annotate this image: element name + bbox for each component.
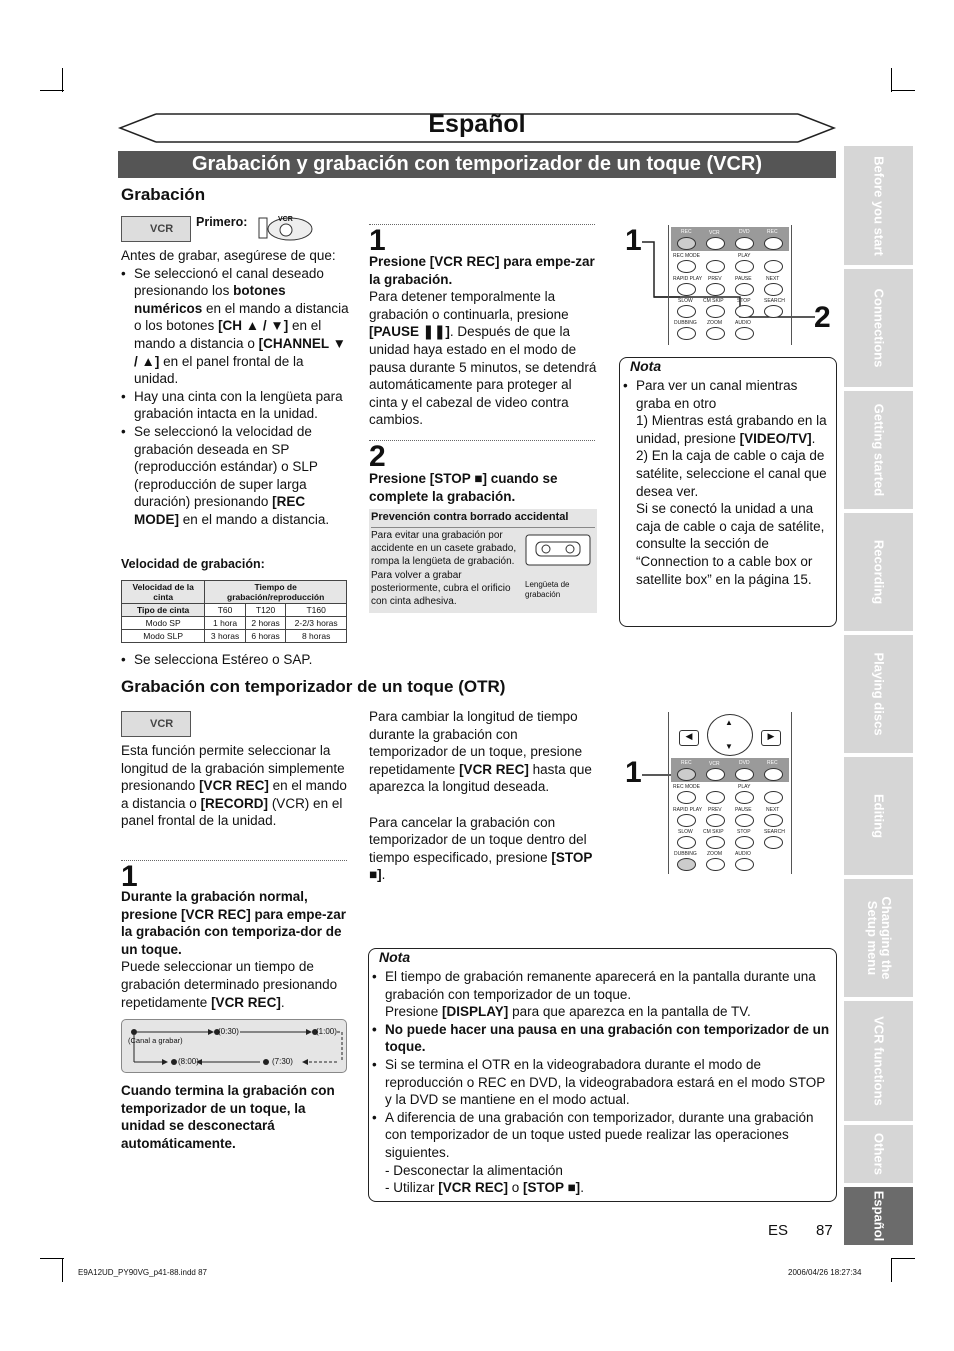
prev-button[interactable]	[706, 283, 725, 296]
nota-2-item: • No puede hacer una pausa en una grabación con temporizador de un toque.	[372, 1021, 830, 1056]
rec-step1	[369, 253, 597, 429]
dvd-rec-button[interactable]	[764, 768, 783, 781]
stop-button[interactable]	[735, 305, 754, 318]
tab-recording[interactable]: Recording	[844, 513, 913, 631]
zoom-button[interactable]	[706, 858, 725, 871]
nota-box-2	[368, 948, 837, 1202]
vcr-badge-label: VCR	[150, 223, 174, 235]
nota-1-content	[623, 377, 833, 588]
up-arrow-icon[interactable]: ▲	[725, 718, 733, 727]
vcr-button[interactable]	[706, 237, 725, 250]
remote-control-1: REC VCR DVD REC REC MODE PLAY RAPID PLAY PREV PAUSE NEXT SLOW CM SKIP STOP SEARCH DUBBING ZOOM AUDIO	[668, 225, 792, 345]
th-time: Tiempo de grabación/reproducción	[205, 581, 347, 604]
nota-2-item: - Desconectar la alimentación	[385, 1162, 563, 1178]
tab-vcr-functions[interactable]: VCR functions	[844, 1001, 913, 1121]
next-button[interactable]	[764, 283, 783, 296]
vcr-badge-label: VCR	[150, 718, 174, 730]
rec-bullet-2: • Hay una cinta con la lengüeta para grabación intacta en la unidad.	[121, 388, 351, 423]
page-lang: ES	[768, 1222, 789, 1239]
fast-forward-button[interactable]	[764, 260, 783, 273]
prevention-box	[369, 509, 597, 613]
th-col: T120	[245, 604, 286, 617]
crop-mark	[62, 1258, 63, 1282]
rapid-play-button[interactable]	[677, 814, 696, 827]
vcr-icon-label: VCR	[278, 216, 293, 223]
nota-2-item: • Si se termina el OTR en la videograbadora durante el modo de reproducción o REC en DVD, la videograbadora estará en el modo STOP y la DVD se mantiene en el modo actual.	[372, 1056, 830, 1109]
rewind-button[interactable]	[706, 260, 725, 273]
rec-mode-button[interactable]	[677, 260, 696, 273]
otr-step1-title: Durante la grabación normal, presione [VCR REC] para empe-zar la grabación con temporiza-dor de un toque.	[121, 889, 347, 957]
remote-control-2: ◀ ▶ ▲ ▼ REC VCR DVD REC REC MODE PLAY RAPID PLAY PREV PAUSE NEXT SLOW CM SKIP STOP SEARCH DUBBING ZOOM AUDIO	[668, 712, 792, 874]
audio-button[interactable]	[735, 327, 754, 340]
tab-connections[interactable]: Connections	[844, 269, 913, 387]
vcr-rec-button[interactable]	[677, 237, 696, 250]
cm-skip-button[interactable]	[706, 836, 725, 849]
th-col: T160	[286, 604, 347, 617]
tab-before-you-start[interactable]: Before you start	[844, 146, 913, 265]
divider	[369, 224, 595, 225]
nota-box-1	[619, 357, 837, 627]
rec-step2-title: Presione [STOP ■] cuando se complete la grabación.	[369, 471, 558, 504]
rec-intro-block	[121, 247, 351, 529]
rec-mode-button[interactable]	[677, 791, 696, 804]
rapid-play-button[interactable]	[677, 283, 696, 296]
otr-heading: Grabación con temporizador de un toque (OTR)	[121, 677, 506, 696]
nota-2-item: Presione [DISPLAY] para que aparezca en la pantalla de TV.	[385, 1004, 751, 1020]
slow-button[interactable]	[677, 836, 696, 849]
callout-1: 1	[625, 756, 642, 789]
table-row: Modo SP 1 hora 2 horas 2-2/3 horas	[122, 617, 347, 630]
cassette-icon	[524, 531, 594, 571]
otr-intro: Esta función permite seleccionar la longitud de la grabación simplemente presionando [VCR REC] en el mando a distancia o [RECORD] (VCR) en el panel frontal de la unidad.	[121, 743, 347, 829]
nota-1-bullet: • Para ver un canal mientras graba en otro	[623, 377, 833, 412]
nota-2-item: - Utilizar [VCR REC] o [STOP ■].	[385, 1180, 584, 1196]
section-title: Grabación y grabación con temporizador de un toque (VCR)	[118, 151, 836, 178]
left-arrow-icon[interactable]: ◀	[679, 730, 699, 746]
prev-button[interactable]	[706, 814, 725, 827]
stop-button[interactable]	[735, 836, 754, 849]
banner-title: Español	[428, 110, 526, 138]
rec-step1-title: Presione [VCR REC] para empe-zar la grabación.	[369, 254, 595, 287]
prevention-text: Para evitar una grabación por accidente en un casete grabado, rompa la lengüeta de grabación. Para volver a grabar posteriormente, cubra el orificio con cinta adhesiva.	[371, 530, 517, 608]
rewind-button[interactable]	[706, 791, 725, 804]
tab-espanol[interactable]: Español	[844, 1187, 913, 1245]
tab-editing[interactable]: Editing	[844, 757, 913, 875]
primero-label: Primero:	[196, 215, 248, 229]
vcr-badge	[121, 711, 191, 737]
divider	[121, 860, 347, 861]
crop-mark	[40, 1258, 64, 1259]
nota-2-content	[372, 968, 830, 1197]
speed-table	[121, 580, 347, 643]
prevention-title: Prevención contra borrado accidental	[371, 511, 569, 523]
next-button[interactable]	[764, 814, 783, 827]
crop-mark	[891, 68, 892, 92]
nota-1-step1: 1) Mientras está grabando en la unidad, presione [VIDEO/TV].	[636, 413, 827, 446]
search-button[interactable]	[764, 836, 783, 849]
crop-mark	[40, 90, 64, 91]
footer-file: E9A12UD_PY90VG_p41-88.indd 87	[78, 1268, 207, 1277]
dubbing-button[interactable]	[677, 858, 696, 871]
crop-mark	[891, 1258, 915, 1259]
audio-button[interactable]	[735, 858, 754, 871]
play-button[interactable]	[735, 791, 754, 804]
crop-mark	[891, 90, 915, 91]
rec-bullet-4: • Se selecciona Estéreo o SAP.	[121, 651, 954, 669]
nota-1-step2: 2) En la caja de cable o caja de satélite, seleccione el canal que desea ver.	[636, 448, 827, 499]
fast-forward-button[interactable]	[764, 791, 783, 804]
th-type: Tipo de cinta	[122, 604, 205, 617]
nota-title: Nota	[379, 949, 411, 965]
tab-getting-started[interactable]: Getting started	[844, 391, 913, 509]
dubbing-button[interactable]	[677, 327, 696, 340]
nota-title: Nota	[630, 358, 662, 374]
table-row: Modo SLP 3 horas 6 horas 8 horas	[122, 630, 347, 643]
dvd-button[interactable]	[735, 768, 754, 781]
crop-mark	[62, 68, 63, 92]
pause-button[interactable]	[735, 814, 754, 827]
vcr-rec-button[interactable]	[677, 768, 696, 781]
vcr-button[interactable]	[706, 768, 725, 781]
speed-label: Velocidad de grabación:	[121, 557, 265, 571]
prevention-caption: Lengüeta de grabación	[525, 580, 570, 599]
otr-step1-text: Puede seleccionar un tiempo de grabación determinado presionando repetidamente [VCR REC].	[121, 959, 338, 1010]
pause-button[interactable]	[735, 283, 754, 296]
otr-step1	[121, 888, 349, 1011]
otr-end-note: Cuando termina la grabación con temporizador de un toque, la unidad se desconectará automáticamente.	[121, 1083, 335, 1151]
crop-mark	[891, 1258, 892, 1282]
dvd-button[interactable]	[735, 237, 754, 250]
dvd-rec-button[interactable]	[764, 237, 783, 250]
search-button[interactable]	[764, 305, 783, 318]
rec-step1-text: Para detener temporalmente la grabación o continuarla, presione [PAUSE ❚❚]. Después de que la unidad haya estado en el modo de pausa durante 5 minutos, se detendrá automáticamente para proteger al cinta y el cabezal de video contra cambios.	[369, 289, 597, 428]
vcr-button-icon	[258, 214, 314, 242]
rec-heading: Grabación	[121, 185, 206, 204]
callout-1: 1	[625, 224, 642, 257]
slow-button[interactable]	[677, 305, 696, 318]
cm-skip-button[interactable]	[706, 305, 725, 318]
rec-bullet-1: • Se seleccionó el canal deseado presionando los botones numéricos en el mando a distancia o los botones [CH ▲ / ▼] en el mando a distancia o [CHANNEL ▼ / ▲] en el panel frontal de la unidad.	[121, 265, 351, 388]
step-number: 2	[369, 440, 386, 473]
step-number: 1	[121, 860, 138, 893]
otr-flow-diagram: (0:30) (1:00) (Canal a grabar) (8:00) (7:30)	[121, 1019, 347, 1073]
rec-intro: Antes de grabar, asegúrese de que:	[121, 248, 336, 263]
divider	[369, 440, 595, 441]
vcr-badge	[121, 216, 191, 242]
tab-playing-discs[interactable]: Playing discs	[844, 635, 913, 753]
callout-2: 2	[814, 301, 831, 334]
tab-others[interactable]: Others	[844, 1125, 913, 1183]
play-button[interactable]	[735, 260, 754, 273]
th-speed: Velocidad de la cinta	[122, 581, 205, 604]
page-number: 87	[816, 1222, 833, 1239]
nota-2-item: • A diferencia de una grabación con temporizador, durante una grabación con temporizador de un toque usted puede realizar las operaciones siguientes.	[372, 1109, 830, 1162]
nota-2-item: • El tiempo de grabación remanente aparecerá en la pantalla durante una grabación con temporizador de un toque.	[372, 968, 830, 1003]
nota-1-extra: Si se conectó la unidad a una caja de cable o caja de satélite, consulte la sección de “Connection to a cable box or satellite box” en la página 15.	[636, 501, 825, 587]
footer-date: 2006/04/26 18:27:34	[788, 1268, 862, 1277]
right-arrow-icon[interactable]: ▶	[761, 730, 781, 746]
tab-setup-menu[interactable]: Changing the Setup menu	[844, 879, 913, 997]
otr-mid-text: Para cambiar la longitud de tiempo durante la grabación con temporizador de un toque, presione repetidamente [VCR REC] hasta que aparezca la longitud deseada. Para cancelar la grabación con temporizador de un toque dentro del tiempo especificado, presione [STOP ■].	[369, 709, 593, 883]
rec-bullet-3: • Se seleccionó la velocidad de grabación deseada en SP (reproducción estándar) o SLP (reproducción de super larga duración) presionando [REC MODE] en el mando a distancia.	[121, 423, 351, 529]
zoom-button[interactable]	[706, 327, 725, 340]
th-col: T60	[205, 604, 246, 617]
step-number: 1	[369, 224, 386, 257]
down-arrow-icon[interactable]: ▼	[725, 742, 733, 751]
